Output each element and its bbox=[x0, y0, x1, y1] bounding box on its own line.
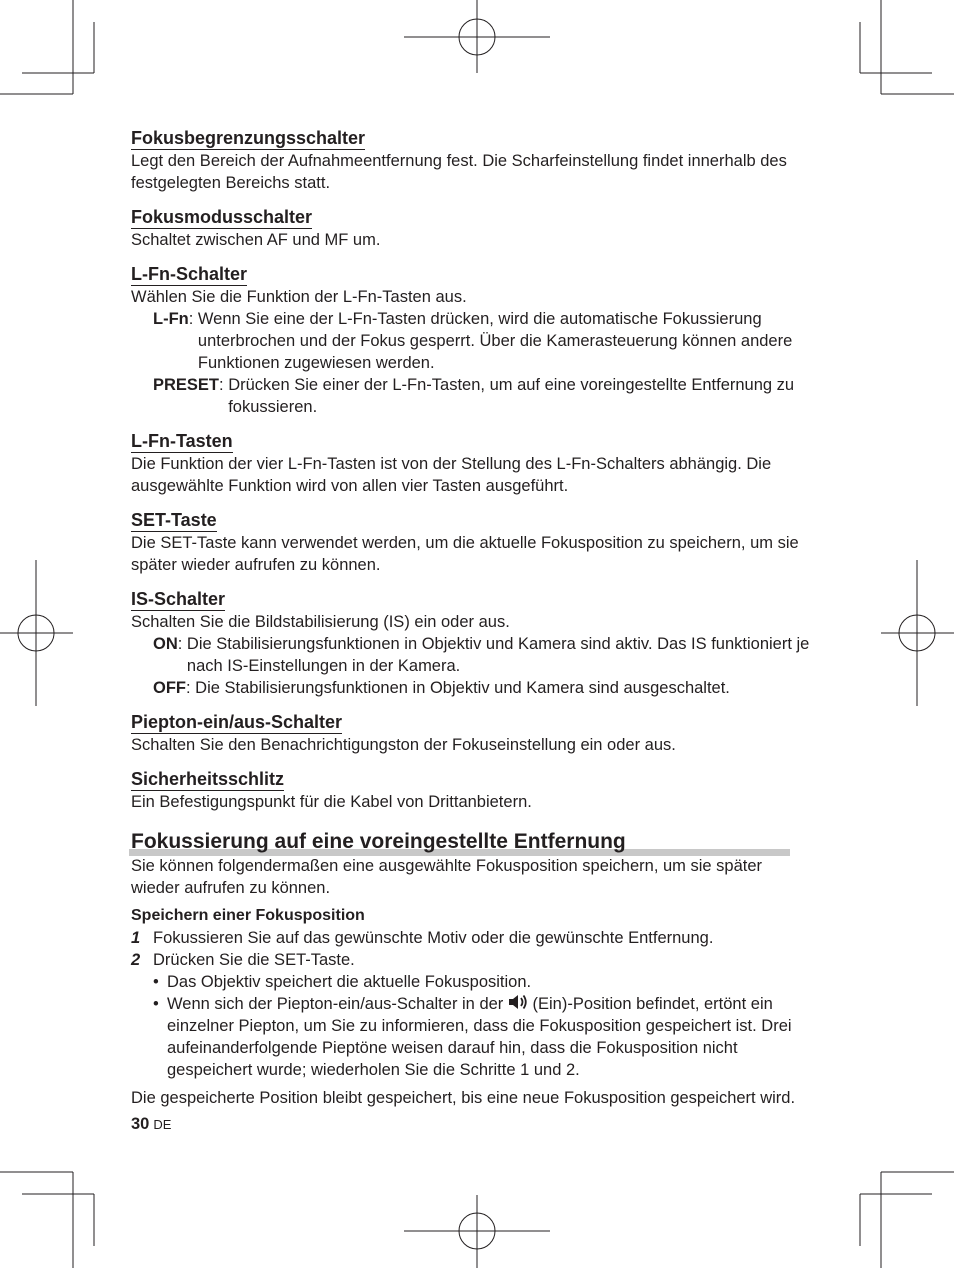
definition-desc: Die Stabilisierungsfunktionen in Objektiv und Kamera sind aktiv. Das IS funktioniert je nach IS-Einstellungen in der Kamera. bbox=[186, 635, 810, 675]
page-content bbox=[131, 127, 811, 1136]
definition-desc: Drücken Sie einer der L-Fn-Tasten, um auf eine voreingestellte Entfernung zu fokussieren. bbox=[228, 376, 795, 416]
page-number: 30 bbox=[131, 1115, 150, 1133]
main-heading bbox=[131, 829, 811, 855]
section-beep-switch bbox=[131, 711, 811, 756]
speaker-icon bbox=[508, 993, 528, 1011]
section-heading: L-Fn-Tasten bbox=[131, 431, 233, 451]
bullet-item bbox=[153, 993, 811, 1081]
section-security-slot bbox=[131, 768, 811, 813]
bullet-item bbox=[153, 971, 811, 993]
bullet-dot: • bbox=[153, 995, 159, 1013]
section-heading: IS-Schalter bbox=[131, 589, 226, 609]
bullet-text-post: (Ein)-Position befindet, ertönt ein einzelner Piepton, um Sie zu informieren, dass die Fokusposition gespeichert ist. Drei aufeinanderfolgende Pieptöne weisen darauf hin, dass die Fokusposition nicht gespeichert wurde; wiederholen Sie die Schritte 1 und 2. bbox=[167, 995, 792, 1079]
section-set-button bbox=[131, 509, 811, 576]
definition-item: OFF : Die Stabilisierungsfunktionen in Objektiv und Kamera sind ausgeschaltet. bbox=[153, 677, 811, 699]
section-text: Ein Befestigungspunkt für die Kabel von Drittanbietern. bbox=[131, 793, 532, 811]
closing-text: Die gespeicherte Position bleibt gespeichert, bis eine neue Fokusposition gespeichert wird. bbox=[131, 1089, 796, 1107]
definition-item: L-Fn : Wenn Sie eine der L-Fn-Tasten drücken, wird die automatische Fokussierung unterbrochen und der Fokus gesperrt. Über die Kamerasteuerung können andere Funktionen zugewiesen werden. bbox=[153, 308, 811, 374]
section-heading: Fokusbegrenzungsschalter bbox=[131, 128, 366, 148]
definition-term: OFF bbox=[153, 679, 186, 697]
registration-mark-icon bbox=[0, 560, 73, 706]
section-text: Die Funktion der vier L-Fn-Tasten ist von der Stellung des L-Fn-Schalters abhängig. Die ausgewählte Funktion wird von allen vier Tasten ausgeführt. bbox=[131, 455, 772, 495]
definition-term: ON bbox=[153, 635, 178, 653]
definition-desc: Wenn Sie eine der L-Fn-Tasten drücken, wird die automatische Fokussierung unterbrochen und der Fokus gesperrt. Über die Kamerasteuerung können andere Funktionen zugewiesen werden. bbox=[197, 310, 793, 372]
section-focus-mode bbox=[131, 206, 811, 251]
section-heading: Piepton-ein/aus-Schalter bbox=[131, 712, 343, 732]
definition-term: PRESET bbox=[153, 376, 220, 394]
step-text: Fokussieren Sie auf das gewünschte Motiv oder die gewünschte Entfernung. bbox=[153, 929, 714, 947]
section-lfn-buttons bbox=[131, 430, 811, 497]
bullet-dot: • bbox=[153, 973, 159, 991]
language-code: DE bbox=[153, 1117, 172, 1132]
definition-item: PRESET : Drücken Sie einer der L-Fn-Tasten, um auf eine voreingestellte Entfernung zu fokussieren. bbox=[153, 374, 811, 418]
section-focus-limiter bbox=[131, 127, 811, 194]
registration-mark-icon bbox=[404, 0, 550, 73]
section-text: Die SET-Taste kann verwendet werden, um die aktuelle Fokusposition zu speichern, um sie später wieder aufrufen zu können. bbox=[131, 534, 799, 574]
definition-item: ON : Die Stabilisierungsfunktionen in Objektiv und Kamera sind aktiv. Das IS funktioniert je nach IS-Einstellungen in der Kamera. bbox=[153, 635, 810, 675]
definition-term: L-Fn bbox=[153, 310, 189, 328]
subheading: Speichern einer Fokusposition bbox=[131, 907, 365, 924]
section-text: Schalten Sie die Bildstabilisierung (IS) ein oder aus. bbox=[131, 613, 510, 631]
bullet-text-pre: Wenn sich der Piepton-ein/aus-Schalter in der bbox=[167, 995, 504, 1013]
registration-mark-icon bbox=[881, 560, 954, 706]
step-text: Drücken Sie die SET-Taste. bbox=[153, 951, 355, 969]
registration-mark-icon bbox=[404, 1195, 550, 1268]
section-is-switch bbox=[131, 588, 811, 699]
section-text: Wählen Sie die Funktion der L-Fn-Tasten aus. bbox=[131, 288, 467, 306]
section-lfn-switch bbox=[131, 263, 811, 418]
bullet-text: Das Objektiv speichert die aktuelle Fokusposition. bbox=[167, 973, 532, 991]
section-heading: SET-Taste bbox=[131, 510, 217, 530]
section-text: Schalten Sie den Benachrichtigungston der Fokuseinstellung ein oder aus. bbox=[131, 736, 676, 754]
main-intro: Sie können folgendermaßen eine ausgewählte Fokusposition speichern, um sie später wieder aufrufen zu können. bbox=[131, 857, 763, 897]
step-item bbox=[131, 949, 811, 971]
bullet-text bbox=[167, 993, 811, 1081]
section-text: Schaltet zwischen AF und MF um. bbox=[131, 231, 381, 249]
page-footer bbox=[131, 1113, 811, 1136]
step-item bbox=[131, 927, 811, 949]
section-heading: Fokusmodusschalter bbox=[131, 207, 313, 227]
definition-desc: Die Stabilisierungsfunktionen in Objektiv und Kamera sind ausgeschaltet. bbox=[195, 679, 730, 697]
section-heading: L-Fn-Schalter bbox=[131, 264, 248, 284]
section-text: Legt den Bereich der Aufnahmeentfernung fest. Die Scharfeinstellung findet innerhalb des festgelegten Bereichs statt. bbox=[131, 152, 787, 192]
section-heading: Sicherheitsschlitz bbox=[131, 769, 285, 789]
main-heading-text: Fokussierung auf eine voreingestellte Entfernung bbox=[131, 830, 626, 853]
step-number: 1 bbox=[131, 929, 141, 947]
step-number: 2 bbox=[131, 951, 141, 969]
